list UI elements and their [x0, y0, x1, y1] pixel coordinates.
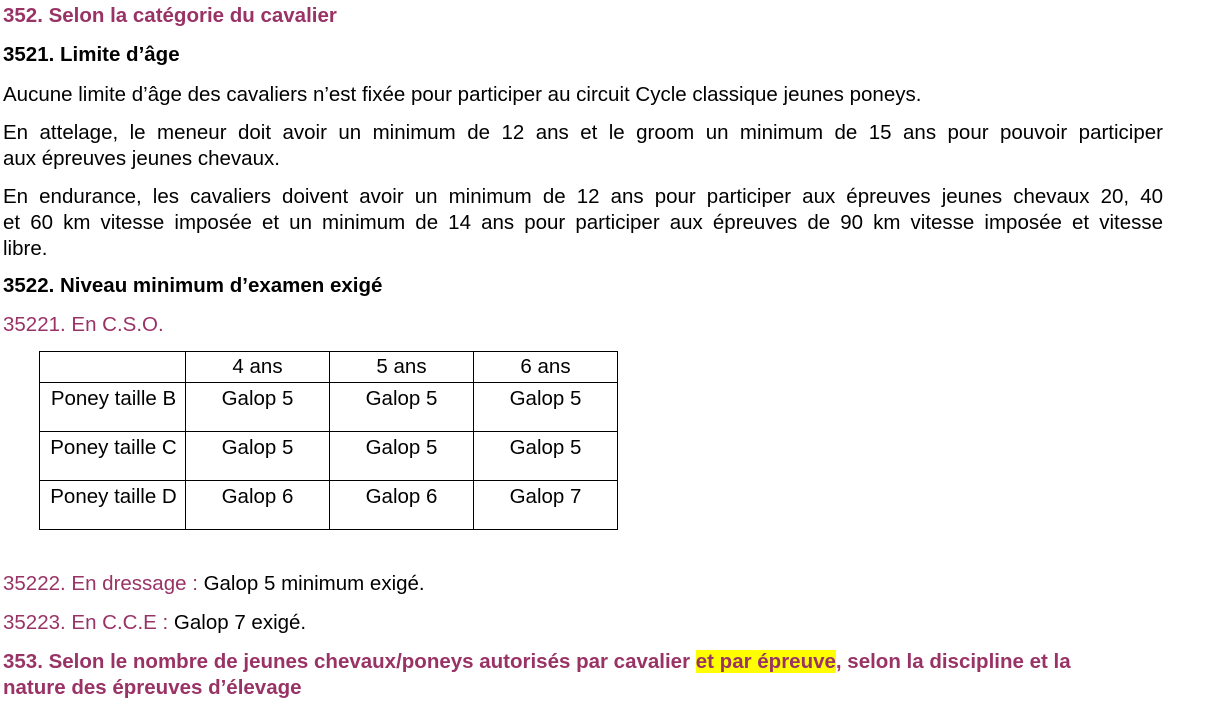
table-row-label: Poney taille D	[40, 481, 186, 530]
cce-requirement	[3, 610, 306, 636]
table-row	[40, 432, 618, 481]
attelage-line-2: aux épreuves jeunes chevaux.	[3, 147, 280, 170]
attelage-line-1: En attelage, le meneur doit avoir un minimum de 12 ans et le groom un minimum de 15 ans pour pouvoir participer	[3, 121, 1163, 144]
galop-requirements-table	[39, 351, 618, 530]
cce-label: 35223. En C.C.E :	[3, 611, 169, 634]
endurance-line-1: En endurance, les cavaliers doivent avoir un minimum de 12 ans pour participer aux épreuves jeunes chevaux 20, 40	[3, 185, 1163, 208]
attelage-paragraph	[3, 120, 1163, 172]
table-row	[40, 481, 618, 530]
section-353-heading-line2: nature des épreuves d’élevage	[3, 676, 302, 699]
table-cell: Galop 5	[186, 432, 330, 481]
table-cell: Galop 5	[474, 432, 618, 481]
dressage-requirement	[3, 571, 425, 597]
table-header-cell: 4 ans	[186, 352, 330, 383]
table-row-label: Poney taille C	[40, 432, 186, 481]
table-cell: Galop 7	[474, 481, 618, 530]
endurance-line-2: et 60 km vitesse imposée et un minimum de 14 ans pour participer aux épreuves de 90 km vitesse imposée et vitesse	[3, 211, 1163, 234]
endurance-paragraph	[3, 184, 1163, 262]
section-352-heading: 352. Selon la catégorie du cavalier	[3, 4, 337, 27]
dressage-label: 35222. En dressage :	[3, 572, 198, 595]
table-cell: Galop 5	[330, 432, 474, 481]
table-cell: Galop 5	[186, 383, 330, 432]
section-353-title-part2: , selon la discipline et la	[835, 650, 1071, 673]
section-3521-heading: 3521. Limite d’âge	[3, 43, 180, 66]
section-353-heading	[3, 649, 1071, 675]
cso-subheading: 35221. En C.S.O.	[3, 313, 164, 336]
table-cell: Galop 6	[186, 481, 330, 530]
table-cell: Galop 5	[330, 383, 474, 432]
table-header-cell: 5 ans	[330, 352, 474, 383]
highlighted-text: et par épreuve	[695, 650, 836, 673]
table-header-row	[40, 352, 618, 383]
age-limit-paragraph: Aucune limite d’âge des cavaliers n’est fixée pour participer au circuit Cycle classique jeunes poneys.	[3, 83, 922, 106]
table-header-cell: 6 ans	[474, 352, 618, 383]
table-row	[40, 383, 618, 432]
section-353-title-part1: 353. Selon le nombre de jeunes chevaux/poneys autorisés par cavalier	[3, 650, 696, 673]
table-header-cell	[40, 352, 186, 383]
table-cell: Galop 5	[474, 383, 618, 432]
table-cell: Galop 6	[330, 481, 474, 530]
section-3522-heading: 3522. Niveau minimum d’examen exigé	[3, 274, 383, 297]
cce-value: Galop 7 exigé.	[168, 611, 307, 634]
dressage-value: Galop 5 minimum exigé.	[197, 572, 425, 595]
endurance-line-3: libre.	[3, 237, 48, 260]
table-row-label: Poney taille B	[40, 383, 186, 432]
